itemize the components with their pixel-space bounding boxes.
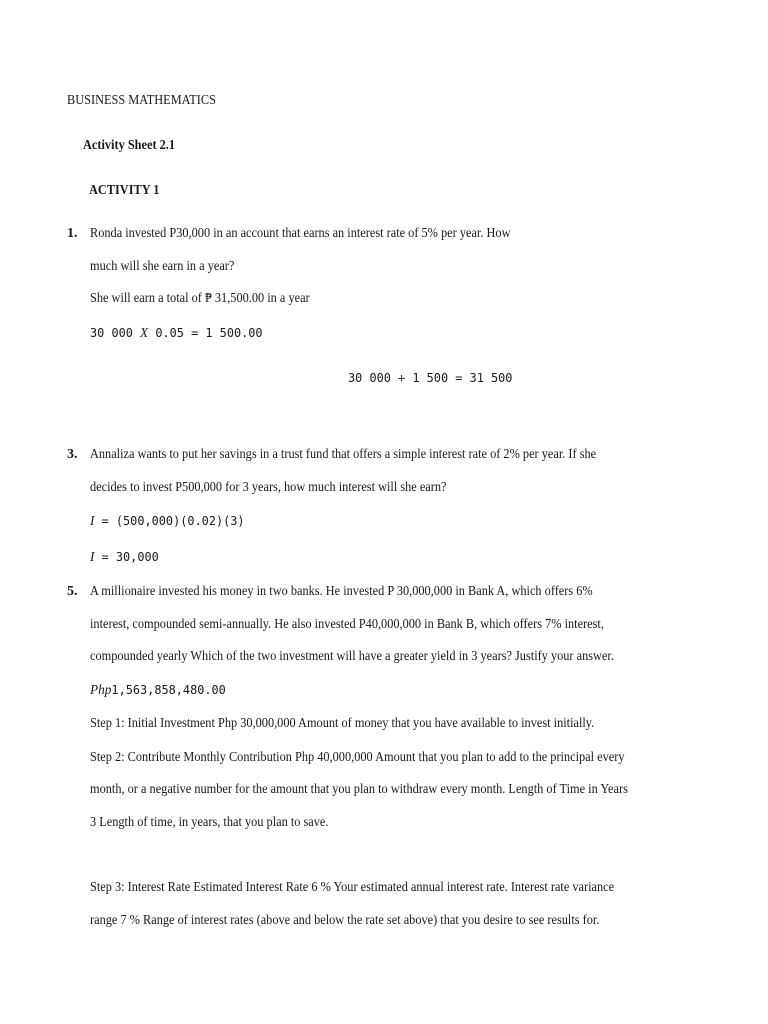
question-5-text-line-3: compounded yearly Which of the two investment will have a greater yield in 3 years? Justify your answer. (90, 649, 614, 664)
question-3-text-line-1: Annaliza wants to put her savings in a trust fund that offers a simple interest rate of 2% per year. If she (90, 447, 597, 462)
question-5-number: 5. (67, 584, 78, 599)
question-5-text-line-1: A millionaire invested his money in two banks. He invested P 30,000,000 in Bank A, which offers 6% (90, 584, 593, 599)
question-5-answer (90, 681, 226, 700)
activity-sheet-title: Activity Sheet 2.1 (83, 138, 176, 153)
question-1-number: 1. (67, 226, 78, 241)
question-5-step-2-line-3: 3 Length of time, in years, that you plan to save. (90, 815, 329, 830)
calc-part: 1,563,858,480.00 (111, 682, 226, 697)
question-1-calculation-1 (90, 324, 263, 343)
question-1-text-line-2: much will she earn in a year? (90, 259, 235, 274)
question-5-step-1: Step 1: Initial Investment Php 30,000,000 Amount of money that you have available to invest initially. (90, 716, 595, 731)
question-3-text-line-2: decides to invest P500,000 for 3 years, how much interest will she earn? (90, 480, 447, 495)
question-1-calculation-2: 30 000 + 1 500 = 31 500 (348, 370, 513, 385)
question-1-text-line-1: Ronda invested P30,000 in an account that earns an interest rate of 5% per year. How (90, 226, 511, 241)
question-3-calculation-2 (90, 548, 159, 567)
question-3-number: 3. (67, 447, 78, 462)
calc-variable: I (90, 550, 95, 565)
calc-variable: Php (90, 683, 112, 698)
question-3-calculation-1 (90, 512, 245, 531)
calc-variable: I (90, 514, 95, 529)
question-1-answer: She will earn a total of ₱ 31,500.00 in a year (90, 291, 310, 306)
question-5-step-2-line-2: month, or a negative number for the amount that you plan to withdraw every month. Length of Time in Years (90, 782, 628, 797)
question-5-step-3-line-1: Step 3: Interest Rate Estimated Interest Rate 6 % Your estimated annual interest rate. Interest rate variance (90, 880, 615, 895)
question-5-text-line-2: interest, compounded semi-annually. He also invested P40,000,000 in Bank B, which offers 7% interest, (90, 617, 604, 632)
question-5-step-2-line-1: Step 2: Contribute Monthly Contribution Php 40,000,000 Amount that you plan to add to the principal every (90, 750, 625, 765)
calc-part: = (500,000)(0.02)(3) (94, 513, 245, 528)
course-title: BUSINESS MATHEMATICS (67, 93, 216, 108)
question-5-step-3-line-2: range 7 % Range of interest rates (above and below the rate set above) that you desire to see results for. (90, 913, 600, 928)
calc-part: 0.05 = 1 500.00 (148, 325, 263, 340)
activity-heading: ACTIVITY 1 (89, 183, 160, 198)
calc-part: 30 000 (90, 325, 141, 340)
calc-variable: X (140, 326, 149, 341)
calc-part: = 30,000 (94, 549, 159, 564)
